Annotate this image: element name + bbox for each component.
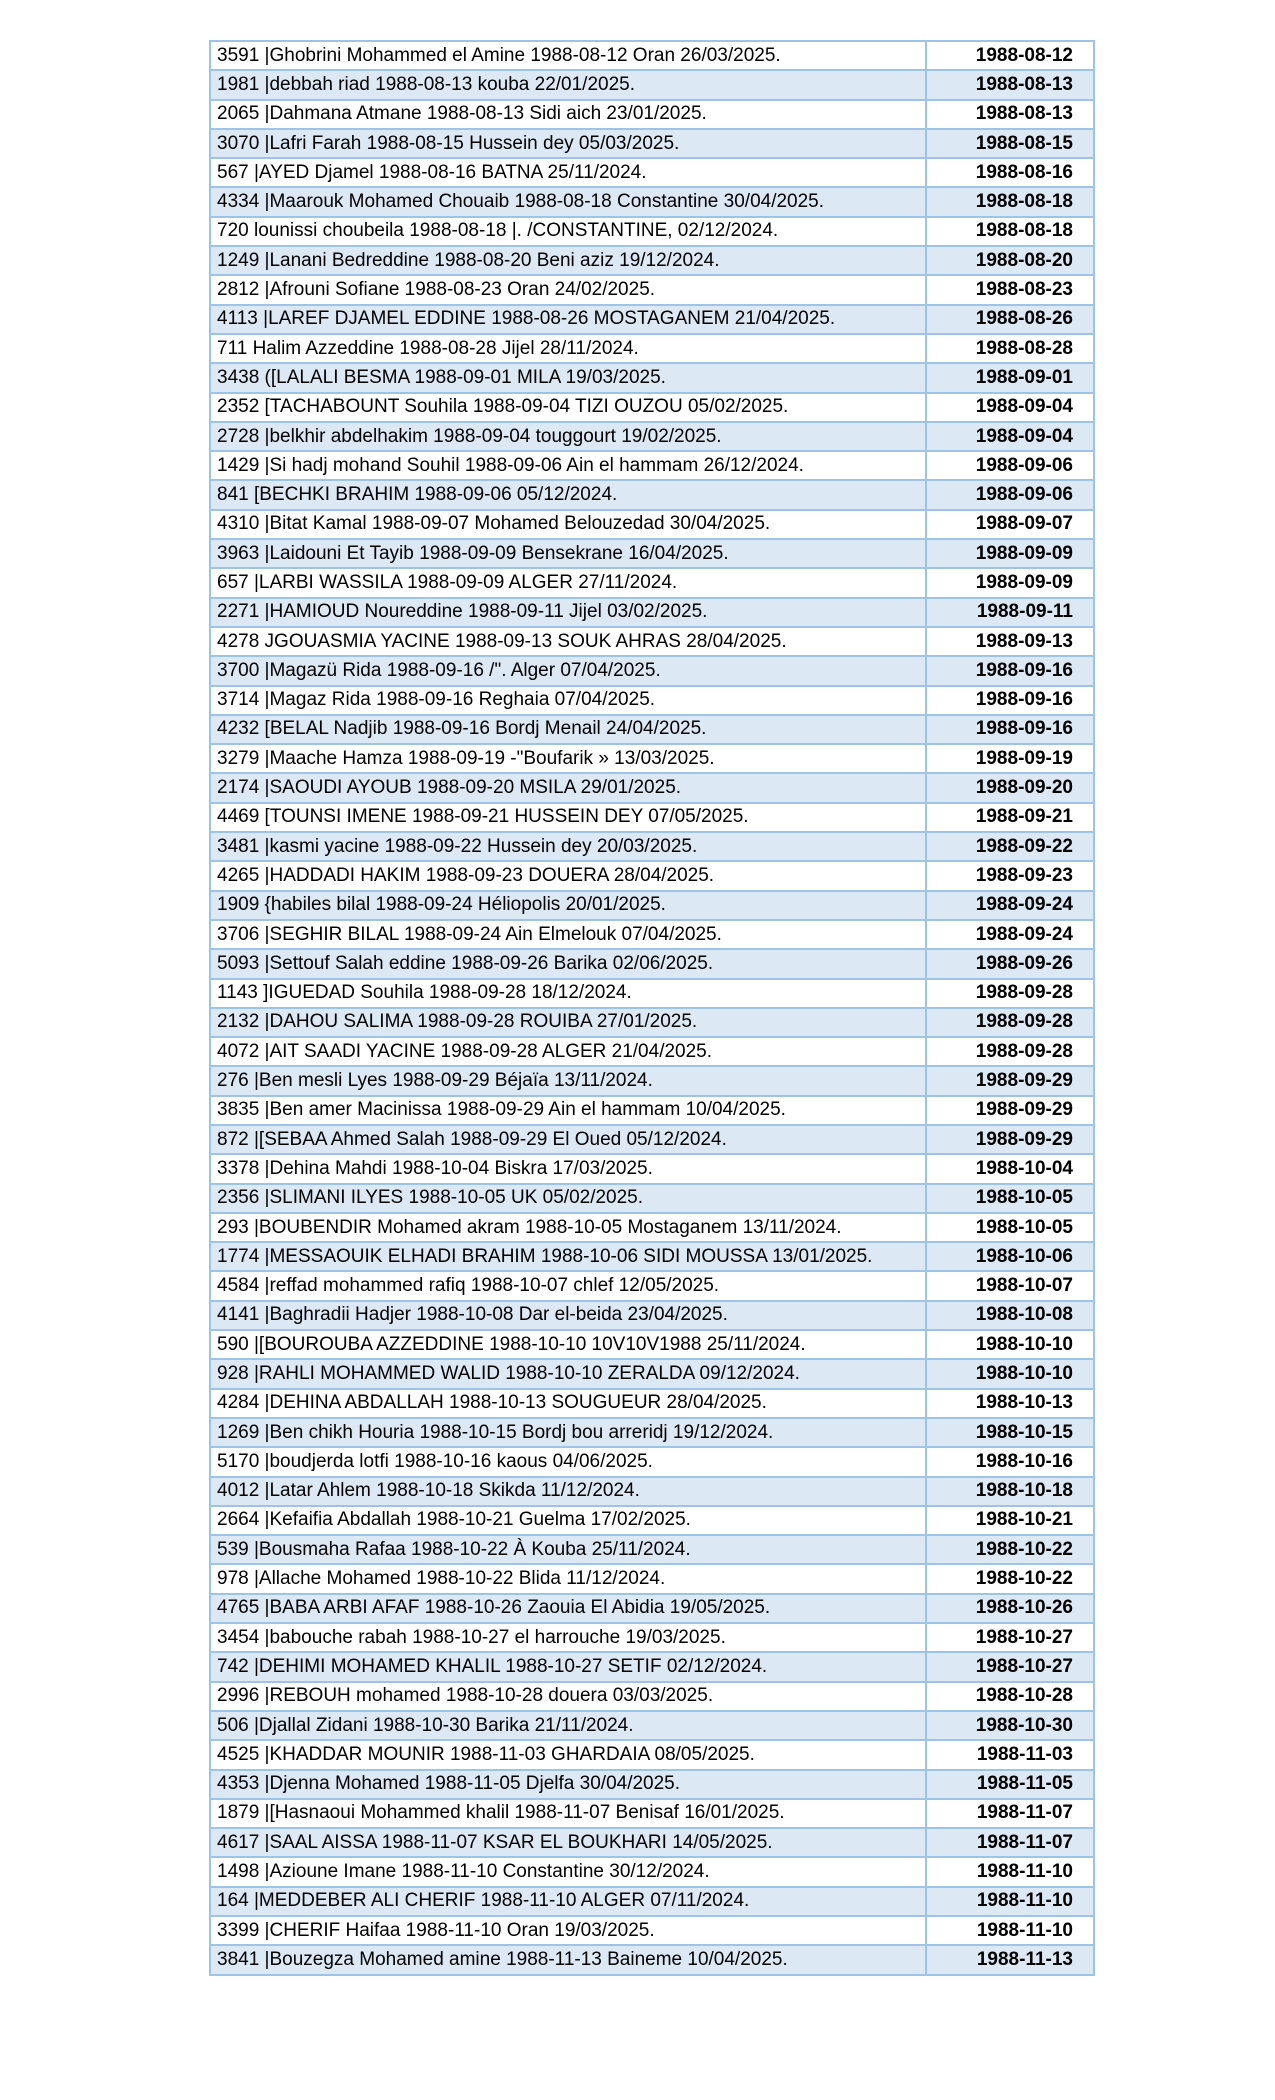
record-date-cell: 1988-09-06 <box>926 480 1094 509</box>
table-row <box>210 363 1094 392</box>
record-text-cell: 4310 |Bitat Kamal 1988-09-07 Mohamed Belouzedad 30/04/2025. <box>210 510 926 539</box>
table-row <box>210 305 1094 334</box>
record-text-cell: 4765 |BABA ARBI AFAF 1988-10-26 Zaouia El Abidia 19/05/2025. <box>210 1594 926 1623</box>
record-text-cell: 2132 |DAHOU SALIMA 1988-09-28 ROUIBA 27/01/2025. <box>210 1008 926 1037</box>
record-text-cell: 720 lounissi choubeila 1988-08-18 |. /CONSTANTINE, 02/12/2024. <box>210 217 926 246</box>
table-row <box>210 1945 1094 1974</box>
record-text-cell: 1981 |debbah riad 1988-08-13 kouba 22/01/2025. <box>210 70 926 99</box>
record-text-cell: 742 |DEHIMI MOHAMED KHALIL 1988-10-27 SETIF 02/12/2024. <box>210 1652 926 1681</box>
table-row <box>210 246 1094 275</box>
record-text-cell: 3070 |Lafri Farah 1988-08-15 Hussein dey 05/03/2025. <box>210 129 926 158</box>
record-date-cell: 1988-09-04 <box>926 422 1094 451</box>
record-date-cell: 1988-09-16 <box>926 715 1094 744</box>
records-table-body <box>210 41 1094 1975</box>
record-date-cell: 1988-11-10 <box>926 1916 1094 1945</box>
table-row <box>210 949 1094 978</box>
record-date-cell: 1988-11-10 <box>926 1887 1094 1916</box>
record-text-cell: 1269 |Ben chikh Houria 1988-10-15 Bordj bou arreridj 19/12/2024. <box>210 1418 926 1447</box>
record-date-cell: 1988-09-09 <box>926 539 1094 568</box>
table-row <box>210 1564 1094 1593</box>
table-row <box>210 1271 1094 1300</box>
record-date-cell: 1988-10-21 <box>926 1506 1094 1535</box>
record-text-cell: 2174 |SAOUDI AYOUB 1988-09-20 MSILA 29/01/2025. <box>210 773 926 802</box>
record-date-cell: 1988-10-05 <box>926 1184 1094 1213</box>
record-text-cell: 3591 |Ghobrini Mohammed el Amine 1988-08-12 Oran 26/03/2025. <box>210 41 926 70</box>
record-date-cell: 1988-10-10 <box>926 1359 1094 1388</box>
table-row <box>210 1096 1094 1125</box>
table-row <box>210 1711 1094 1740</box>
record-text-cell: 3706 |SEGHIR BILAL 1988-09-24 Ain Elmelouk 07/04/2025. <box>210 920 926 949</box>
record-date-cell: 1988-09-24 <box>926 920 1094 949</box>
record-date-cell: 1988-10-27 <box>926 1652 1094 1681</box>
record-text-cell: 3279 |Maache Hamza 1988-09-19 -"Boufarik » 13/03/2025. <box>210 744 926 773</box>
record-text-cell: 3835 |Ben amer Macinissa 1988-09-29 Ain el hammam 10/04/2025. <box>210 1096 926 1125</box>
record-text-cell: 657 |LARBI WASSILA 1988-09-09 ALGER 27/11/2024. <box>210 568 926 597</box>
record-text-cell: 506 |Djallal Zidani 1988-10-30 Barika 21/11/2024. <box>210 1711 926 1740</box>
table-row <box>210 187 1094 216</box>
record-text-cell: 2664 |Kefaifia Abdallah 1988-10-21 Guelma 17/02/2025. <box>210 1506 926 1535</box>
table-row <box>210 891 1094 920</box>
table-row <box>210 1623 1094 1652</box>
record-date-cell: 1988-10-27 <box>926 1623 1094 1652</box>
table-row <box>210 1008 1094 1037</box>
record-date-cell: 1988-10-18 <box>926 1477 1094 1506</box>
record-date-cell: 1988-11-13 <box>926 1945 1094 1974</box>
record-text-cell: 1429 |Si hadj mohand Souhil 1988-09-06 Ain el hammam 26/12/2024. <box>210 451 926 480</box>
record-date-cell: 1988-10-07 <box>926 1271 1094 1300</box>
record-text-cell: 1249 |Lanani Bedreddine 1988-08-20 Beni aziz 19/12/2024. <box>210 246 926 275</box>
record-text-cell: 4469 [TOUNSI IMENE 1988-09-21 HUSSEIN DEY 07/05/2025. <box>210 803 926 832</box>
record-date-cell: 1988-09-20 <box>926 773 1094 802</box>
record-text-cell: 4334 |Maarouk Mohamed Chouaib 1988-08-18 Constantine 30/04/2025. <box>210 187 926 216</box>
table-row <box>210 1799 1094 1828</box>
record-date-cell: 1988-09-16 <box>926 656 1094 685</box>
record-text-cell: 2352 [TACHABOUNT Souhila 1988-09-04 TIZI OUZOU 05/02/2025. <box>210 393 926 422</box>
table-row <box>210 1770 1094 1799</box>
table-row <box>210 686 1094 715</box>
record-date-cell: 1988-10-05 <box>926 1213 1094 1242</box>
table-row <box>210 1330 1094 1359</box>
record-text-cell: 4617 |SAAL AISSA 1988-11-07 KSAR EL BOUKHARI 14/05/2025. <box>210 1828 926 1857</box>
record-text-cell: 539 |Bousmaha Rafaa 1988-10-22 À Kouba 25/11/2024. <box>210 1535 926 1564</box>
record-date-cell: 1988-10-13 <box>926 1389 1094 1418</box>
record-text-cell: 1143 ]IGUEDAD Souhila 1988-09-28 18/12/2024. <box>210 979 926 1008</box>
table-row <box>210 1828 1094 1857</box>
record-date-cell: 1988-11-05 <box>926 1770 1094 1799</box>
table-row <box>210 920 1094 949</box>
record-date-cell: 1988-10-26 <box>926 1594 1094 1623</box>
record-date-cell: 1988-10-28 <box>926 1682 1094 1711</box>
record-date-cell: 1988-09-16 <box>926 686 1094 715</box>
table-row <box>210 451 1094 480</box>
record-date-cell: 1988-09-29 <box>926 1066 1094 1095</box>
record-text-cell: 4141 |Baghradii Hadjer 1988-10-08 Dar el-beida 23/04/2025. <box>210 1301 926 1330</box>
record-text-cell: 2728 |belkhir abdelhakim 1988-09-04 touggourt 19/02/2025. <box>210 422 926 451</box>
record-date-cell: 1988-08-13 <box>926 70 1094 99</box>
record-date-cell: 1988-11-10 <box>926 1857 1094 1886</box>
record-date-cell: 1988-09-22 <box>926 832 1094 861</box>
record-date-cell: 1988-10-22 <box>926 1564 1094 1593</box>
table-row <box>210 539 1094 568</box>
record-text-cell: 1909 {habiles bilal 1988-09-24 Héliopolis 20/01/2025. <box>210 891 926 920</box>
record-date-cell: 1988-09-29 <box>926 1096 1094 1125</box>
table-row <box>210 627 1094 656</box>
record-text-cell: 2356 |SLIMANI ILYES 1988-10-05 UK 05/02/2025. <box>210 1184 926 1213</box>
record-text-cell: 4012 |Latar Ahlem 1988-10-18 Skikda 11/12/2024. <box>210 1477 926 1506</box>
record-text-cell: 1879 |[Hasnaoui Mohammed khalil 1988-11-07 Benisaf 16/01/2025. <box>210 1799 926 1828</box>
record-text-cell: 978 |Allache Mohamed 1988-10-22 Blida 11/12/2024. <box>210 1564 926 1593</box>
table-row <box>210 1682 1094 1711</box>
record-date-cell: 1988-09-26 <box>926 949 1094 978</box>
table-row <box>210 1887 1094 1916</box>
record-date-cell: 1988-10-15 <box>926 1418 1094 1447</box>
record-date-cell: 1988-08-15 <box>926 129 1094 158</box>
record-date-cell: 1988-09-21 <box>926 803 1094 832</box>
table-row <box>210 1125 1094 1154</box>
table-row <box>210 1857 1094 1886</box>
record-date-cell: 1988-10-16 <box>926 1447 1094 1476</box>
record-text-cell: 872 |[SEBAA Ahmed Salah 1988-09-29 El Oued 05/12/2024. <box>210 1125 926 1154</box>
record-date-cell: 1988-10-08 <box>926 1301 1094 1330</box>
table-row <box>210 1418 1094 1447</box>
record-text-cell: 5170 |boudjerda lotfi 1988-10-16 kaous 04/06/2025. <box>210 1447 926 1476</box>
record-date-cell: 1988-09-09 <box>926 568 1094 597</box>
table-row <box>210 656 1094 685</box>
records-table <box>209 40 1095 1976</box>
table-row <box>210 1154 1094 1183</box>
table-row <box>210 334 1094 363</box>
table-row <box>210 598 1094 627</box>
table-row <box>210 422 1094 451</box>
record-text-cell: 567 |AYED Djamel 1988-08-16 BATNA 25/11/2024. <box>210 158 926 187</box>
record-date-cell: 1988-10-06 <box>926 1242 1094 1271</box>
record-date-cell: 1988-10-22 <box>926 1535 1094 1564</box>
table-row <box>210 773 1094 802</box>
record-date-cell: 1988-09-23 <box>926 861 1094 890</box>
table-row <box>210 129 1094 158</box>
table-row <box>210 1066 1094 1095</box>
record-text-cell: 4284 |DEHINA ABDALLAH 1988-10-13 SOUGUEUR 28/04/2025. <box>210 1389 926 1418</box>
record-date-cell: 1988-09-06 <box>926 451 1094 480</box>
record-text-cell: 3438 ([LALALI BESMA 1988-09-01 MILA 19/03/2025. <box>210 363 926 392</box>
record-date-cell: 1988-09-28 <box>926 979 1094 1008</box>
record-date-cell: 1988-09-07 <box>926 510 1094 539</box>
record-date-cell: 1988-08-23 <box>926 275 1094 304</box>
table-row <box>210 1213 1094 1242</box>
record-text-cell: 4353 |Djenna Mohamed 1988-11-05 Djelfa 30/04/2025. <box>210 1770 926 1799</box>
record-date-cell: 1988-08-12 <box>926 41 1094 70</box>
record-text-cell: 3378 |Dehina Mahdi 1988-10-04 Biskra 17/03/2025. <box>210 1154 926 1183</box>
record-date-cell: 1988-08-13 <box>926 100 1094 129</box>
record-text-cell: 711 Halim Azzeddine 1988-08-28 Jijel 28/11/2024. <box>210 334 926 363</box>
record-text-cell: 2065 |Dahmana Atmane 1988-08-13 Sidi aich 23/01/2025. <box>210 100 926 129</box>
record-text-cell: 2812 |Afrouni Sofiane 1988-08-23 Oran 24/02/2025. <box>210 275 926 304</box>
table-row <box>210 979 1094 1008</box>
record-text-cell: 3700 |Magazü Rida 1988-09-16 /". Alger 07/04/2025. <box>210 656 926 685</box>
record-date-cell: 1988-09-01 <box>926 363 1094 392</box>
table-row <box>210 275 1094 304</box>
record-text-cell: 276 |Ben mesli Lyes 1988-09-29 Béjaïa 13/11/2024. <box>210 1066 926 1095</box>
table-row <box>210 1916 1094 1945</box>
table-row <box>210 158 1094 187</box>
record-text-cell: 2271 |HAMIOUD Noureddine 1988-09-11 Jijel 03/02/2025. <box>210 598 926 627</box>
record-text-cell: 4525 |KHADDAR MOUNIR 1988-11-03 GHARDAIA 08/05/2025. <box>210 1740 926 1769</box>
table-row <box>210 1242 1094 1271</box>
table-row <box>210 1447 1094 1476</box>
record-text-cell: 3841 |Bouzegza Mohamed amine 1988-11-13 Baineme 10/04/2025. <box>210 1945 926 1974</box>
table-row <box>210 70 1094 99</box>
table-row <box>210 393 1094 422</box>
record-date-cell: 1988-09-28 <box>926 1008 1094 1037</box>
record-text-cell: 1498 |Azioune Imane 1988-11-10 Constantine 30/12/2024. <box>210 1857 926 1886</box>
record-text-cell: 3454 |babouche rabah 1988-10-27 el harrouche 19/03/2025. <box>210 1623 926 1652</box>
record-text-cell: 3481 |kasmi yacine 1988-09-22 Hussein dey 20/03/2025. <box>210 832 926 861</box>
table-row <box>210 1652 1094 1681</box>
record-date-cell: 1988-11-07 <box>926 1799 1094 1828</box>
table-row <box>210 510 1094 539</box>
record-date-cell: 1988-08-20 <box>926 246 1094 275</box>
record-date-cell: 1988-08-26 <box>926 305 1094 334</box>
record-date-cell: 1988-09-11 <box>926 598 1094 627</box>
record-date-cell: 1988-09-28 <box>926 1037 1094 1066</box>
record-text-cell: 293 |BOUBENDIR Mohamed akram 1988-10-05 Mostaganem 13/11/2024. <box>210 1213 926 1242</box>
record-date-cell: 1988-10-10 <box>926 1330 1094 1359</box>
record-date-cell: 1988-09-13 <box>926 627 1094 656</box>
record-text-cell: 928 |RAHLI MOHAMMED WALID 1988-10-10 ZERALDA 09/12/2024. <box>210 1359 926 1388</box>
table-row <box>210 1535 1094 1564</box>
table-row <box>210 1359 1094 1388</box>
record-date-cell: 1988-09-04 <box>926 393 1094 422</box>
record-date-cell: 1988-10-04 <box>926 1154 1094 1183</box>
record-date-cell: 1988-09-29 <box>926 1125 1094 1154</box>
record-date-cell: 1988-09-19 <box>926 744 1094 773</box>
table-row <box>210 803 1094 832</box>
record-text-cell: 2996 |REBOUH mohamed 1988-10-28 douera 03/03/2025. <box>210 1682 926 1711</box>
table-row <box>210 715 1094 744</box>
record-text-cell: 4113 |LAREF DJAMEL EDDINE 1988-08-26 MOSTAGANEM 21/04/2025. <box>210 305 926 334</box>
record-text-cell: 841 [BECHKI BRAHIM 1988-09-06 05/12/2024. <box>210 480 926 509</box>
record-text-cell: 3714 |Magaz Rida 1988-09-16 Reghaia 07/04/2025. <box>210 686 926 715</box>
table-row <box>210 1037 1094 1066</box>
record-text-cell: 4584 |reffad mohammed rafiq 1988-10-07 chlef 12/05/2025. <box>210 1271 926 1300</box>
table-row <box>210 1301 1094 1330</box>
record-text-cell: 4232 [BELAL Nadjib 1988-09-16 Bordj Menail 24/04/2025. <box>210 715 926 744</box>
record-date-cell: 1988-08-18 <box>926 217 1094 246</box>
table-row <box>210 1594 1094 1623</box>
record-text-cell: 3399 |CHERIF Haifaa 1988-11-10 Oran 19/03/2025. <box>210 1916 926 1945</box>
record-text-cell: 590 |[BOUROUBA AZZEDDINE 1988-10-10 10V10V1988 25/11/2024. <box>210 1330 926 1359</box>
table-row <box>210 1477 1094 1506</box>
table-row <box>210 100 1094 129</box>
record-date-cell: 1988-08-18 <box>926 187 1094 216</box>
table-row <box>210 832 1094 861</box>
table-row <box>210 568 1094 597</box>
record-text-cell: 5093 |Settouf Salah eddine 1988-09-26 Barika 02/06/2025. <box>210 949 926 978</box>
table-row <box>210 41 1094 70</box>
record-date-cell: 1988-09-24 <box>926 891 1094 920</box>
table-row <box>210 1389 1094 1418</box>
table-row <box>210 217 1094 246</box>
record-text-cell: 3963 |Laidouni Et Tayib 1988-09-09 Bensekrane 16/04/2025. <box>210 539 926 568</box>
table-row <box>210 1506 1094 1535</box>
table-row <box>210 1184 1094 1213</box>
record-text-cell: 4265 |HADDADI HAKIM 1988-09-23 DOUERA 28/04/2025. <box>210 861 926 890</box>
record-date-cell: 1988-11-07 <box>926 1828 1094 1857</box>
record-date-cell: 1988-08-28 <box>926 334 1094 363</box>
record-text-cell: 164 |MEDDEBER ALI CHERIF 1988-11-10 ALGER 07/11/2024. <box>210 1887 926 1916</box>
record-date-cell: 1988-10-30 <box>926 1711 1094 1740</box>
record-date-cell: 1988-11-03 <box>926 1740 1094 1769</box>
record-text-cell: 4278 JGOUASMIA YACINE 1988-09-13 SOUK AHRAS 28/04/2025. <box>210 627 926 656</box>
table-row <box>210 480 1094 509</box>
table-row <box>210 1740 1094 1769</box>
table-row <box>210 744 1094 773</box>
record-date-cell: 1988-08-16 <box>926 158 1094 187</box>
table-row <box>210 861 1094 890</box>
record-text-cell: 1774 |MESSAOUIK ELHADI BRAHIM 1988-10-06 SIDI MOUSSA 13/01/2025. <box>210 1242 926 1271</box>
record-text-cell: 4072 |AIT SAADI YACINE 1988-09-28 ALGER 21/04/2025. <box>210 1037 926 1066</box>
